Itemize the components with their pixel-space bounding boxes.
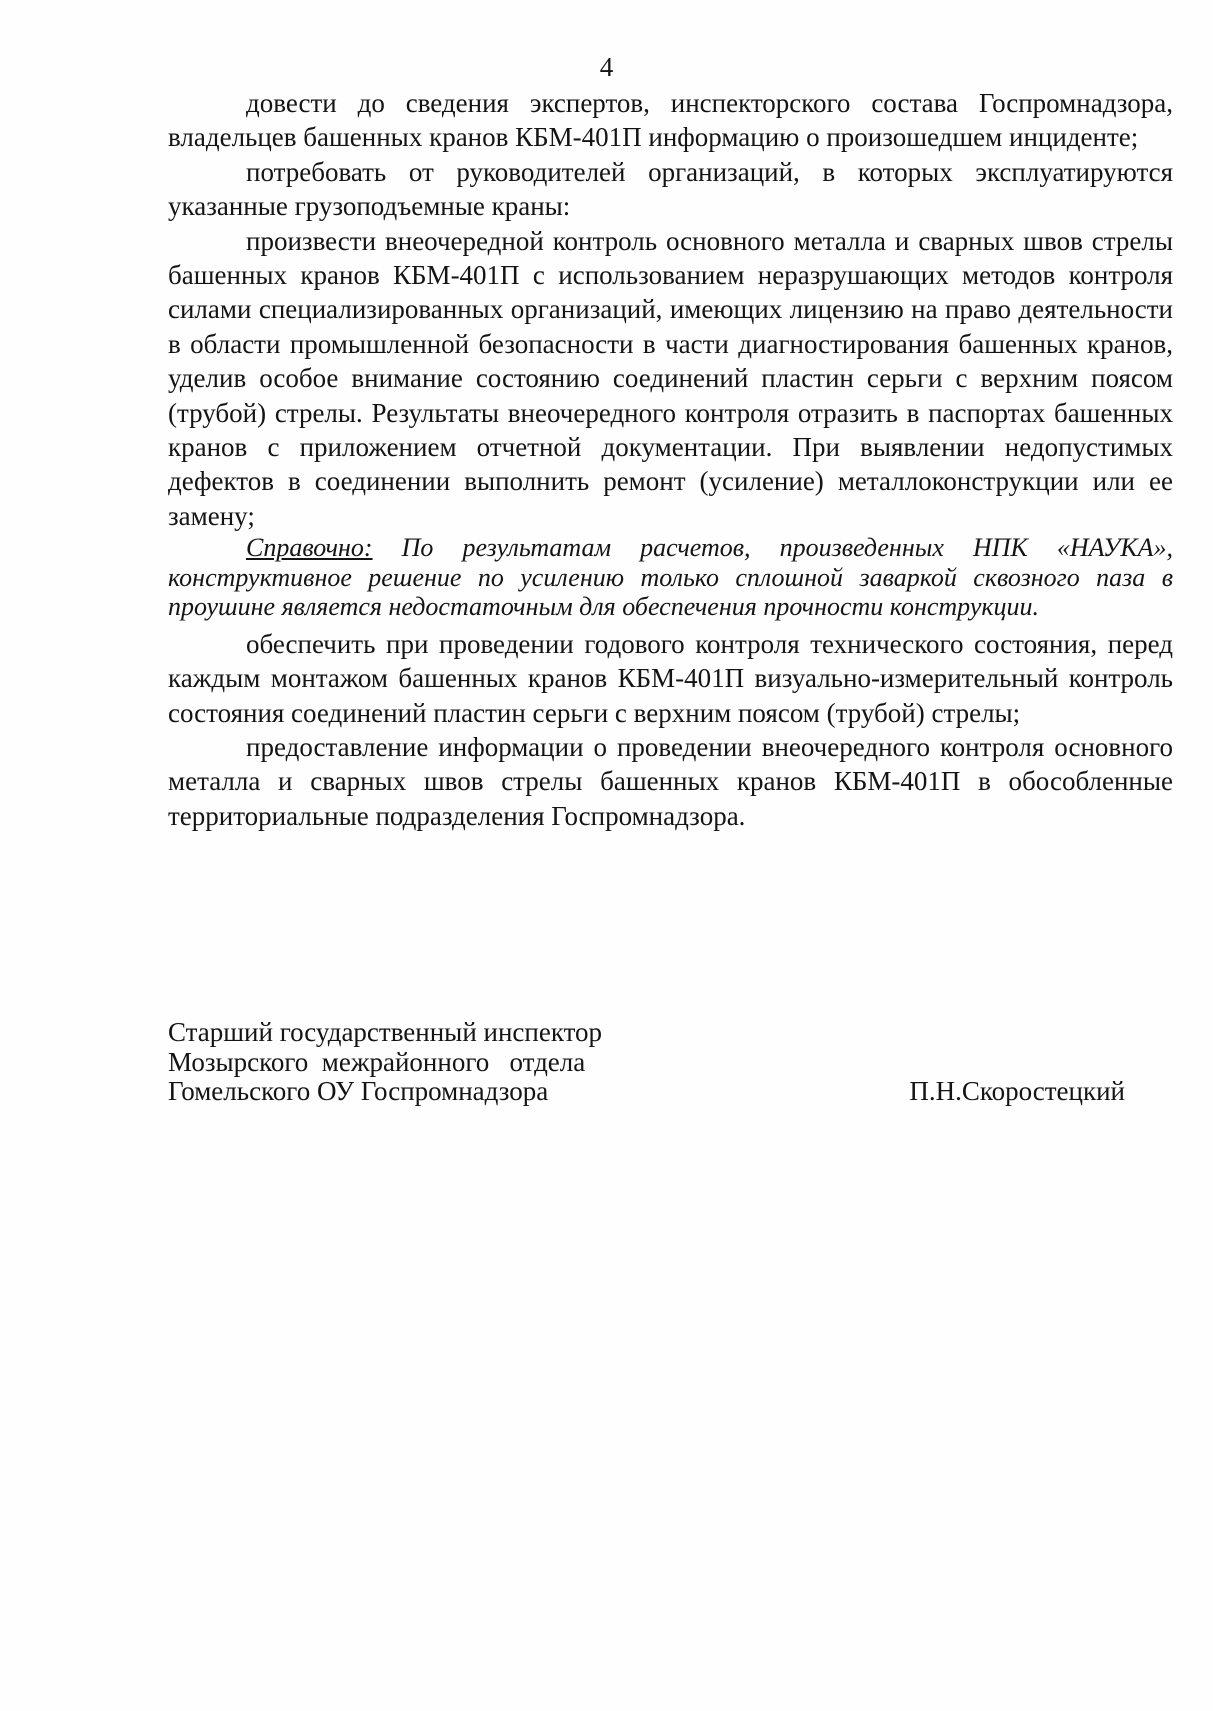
document-body (168, 86, 1173, 833)
signatory-name: П.Н.Скоростецкий (909, 1076, 1125, 1106)
reference-note-label: Справочно: (246, 533, 373, 563)
paragraph-extraordinary-control: произвести внеочередной контроль основного металла и сварных швов стрелы башенных кранов КБМ-401П с использованием неразрушающих методов контроля силами специализированных организаций, имеющих лицензию на право деятельности в области промышленной безопасности в части диагностирования башенных кранов, уделив особое внимание состоянию соединений пластин серьги с верхним поясом (трубой) стрелы. Результаты внеочередного контроля отразить в паспортах башенных кранов с приложением отчетной документации. При выявлении недопустимых дефектов в соединении выполнить ремонт (усиление) металлоконструкции или ее замену; (168, 225, 1173, 531)
signature-position-line-3: Гомельского ОУ Госпромнадзора (168, 1076, 549, 1106)
paragraph-inform-experts: довести до сведения экспертов, инспекторского состава Госпромнадзора, владельцев башенных кранов КБМ-401П информацию о произошедшем инциденте; (168, 88, 1173, 153)
reference-note (168, 533, 1173, 622)
paragraph-report-information: предоставление информации о проведении внеочередного контроля основного металла и сварных швов стрелы башенных кранов КБМ-401П в обособленные территориальные подразделения Госпромнадзора. (168, 732, 1173, 831)
signature-block (168, 1018, 1173, 1107)
signature-position-line-2: Мозырского межрайонного отдела (168, 1046, 586, 1077)
page-number: 4 (599, 52, 614, 82)
reference-note-text: По результатам расчетов, произведенных НПК «НАУКА», конструктивное решение по усилению только сплошной заваркой сквозного паза в проушине является недостаточным для обеспечения прочности конструкции. (168, 533, 1173, 622)
signature-position-line-1: Старший государственный инспектор (168, 1017, 603, 1047)
paragraph-require-managers: потребовать от руководителей организаций, в которых эксплуатируются указанные грузоподъемные краны: (168, 156, 1173, 222)
paragraph-annual-control: обеспечить при проведении годового контроля технического состояния, перед каждым монтажом башенных кранов КБМ-401П визуально-измерительный контроль состояния соединений пластин серьги с верхним поясом (трубой) стрелы; (168, 628, 1173, 728)
